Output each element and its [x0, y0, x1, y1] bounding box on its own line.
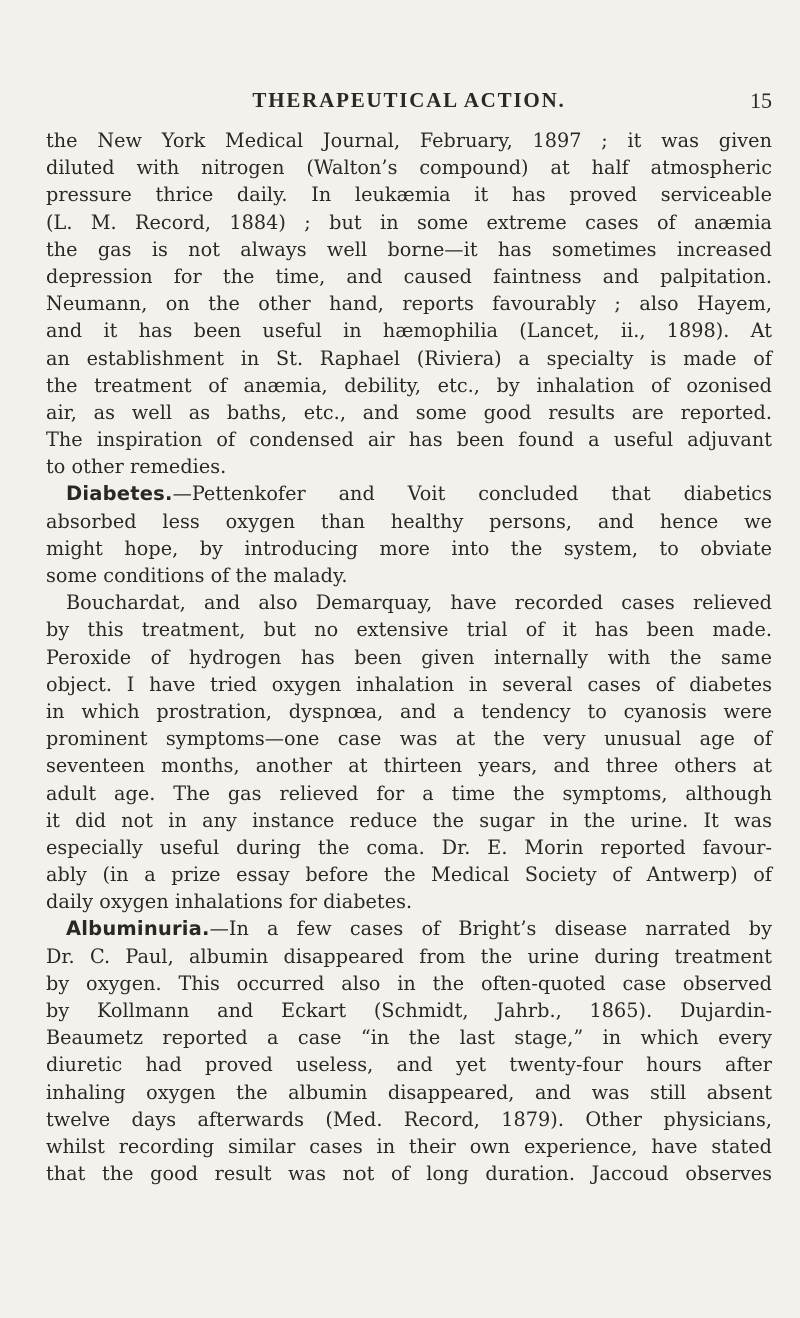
- paragraph-albuminuria: [46, 943, 772, 1188]
- text-line: by Kollmann and Eckart (Schmidt, Jahrb., 1865). Dujardin-: [46, 999, 772, 1022]
- albuminuria-heading-line: [46, 915, 772, 942]
- text-line: by oxygen. This occurred also in the often-quoted case observed: [46, 971, 772, 995]
- text-line: Peroxide of hydrogen has been given internally with the same: [46, 645, 772, 669]
- text-line: might hope, by introducing more into the system, to obviate: [46, 536, 772, 560]
- text-line: Beaumetz reported a case “in the last stage,” in which every: [46, 1026, 772, 1050]
- text-line: and it has been useful in hæmophilia (Lancet, ii., 1898). At: [46, 319, 772, 343]
- text-line: twelve days afterwards (Med. Record, 1879). Other physicians,: [46, 1107, 772, 1131]
- running-title: THERAPEUTICAL ACTION.: [252, 88, 566, 112]
- text-line: Bouchardat, and also Demarquay, have recorded cases relieved: [66, 591, 772, 615]
- text-line: daily oxygen inhalations for diabetes.: [46, 890, 413, 914]
- text-line: absorbed less oxygen than healthy persons, and hence we: [46, 509, 772, 533]
- section-heading-diabetes: Diabetes.: [66, 482, 173, 506]
- text-line: Dr. C. Paul, albumin disappeared from the urine during treatment: [46, 944, 772, 968]
- text-line: object. I have tried oxygen inhalation in several cases of diabetes: [46, 672, 772, 696]
- text-line: it did not in any instance reduce the sugar in the urine. It was: [46, 808, 772, 832]
- text-line: depression for the time, and caused faintness and palpitation.: [46, 264, 772, 288]
- text-line: diuretic had proved useless, and yet twenty-four hours after: [46, 1053, 772, 1077]
- text-line: the treatment of anæmia, debility, etc., by inhalation of ozonised: [46, 373, 772, 397]
- text-line: prominent symptoms—one case was at the very unusual age of: [46, 727, 772, 751]
- text-line: seventeen months, another at thirteen years, and three others at: [46, 754, 772, 778]
- diabetes-first-line: —Pettenkofer and Voit concluded that diabetics: [172, 482, 772, 506]
- text-line: the gas is not always well borne—it has sometimes increased: [46, 237, 772, 261]
- text-line: the New York Medical Journal, February, 1897 ; it was given: [46, 129, 772, 152]
- text-line: to other remedies.: [46, 455, 227, 479]
- text-line: inhaling oxygen the albumin disappeared, and was still absent: [46, 1080, 772, 1104]
- text-line: some conditions of the malady.: [46, 564, 348, 587]
- paragraph-diabetes: [46, 508, 772, 916]
- text-line: (L. M. Record, 1884) ; but in some extreme cases of anæmia: [46, 210, 772, 234]
- albuminuria-first-line: —In a few cases of Bright’s disease narrated by: [209, 917, 772, 941]
- text-line: diluted with nitrogen (Walton’s compound) at half atmospheric: [46, 156, 772, 180]
- text-line: adult age. The gas relieved for a time the symptoms, although: [46, 781, 772, 805]
- text-line: in which prostration, dyspnœa, and a tendency to cyanosis were: [46, 699, 772, 723]
- body-text: [46, 127, 772, 1187]
- diabetes-heading-line: [46, 480, 772, 507]
- text-line: by this treatment, but no extensive trial of it has been made.: [46, 618, 772, 642]
- paragraph-anaemia: [46, 127, 772, 480]
- text-line: that the good result was not of long duration. Jaccoud observes: [46, 1162, 772, 1186]
- running-head: [46, 88, 772, 118]
- section-heading-albuminuria: Albuminuria.: [66, 917, 210, 941]
- text-line: pressure thrice daily. In leukæmia it has proved serviceable: [46, 183, 772, 207]
- text-line: an establishment in St. Raphael (Riviera) a specialty is made of: [46, 346, 772, 370]
- text-line: The inspiration of condensed air has been found a useful adjuvant: [46, 428, 772, 452]
- text-line: ably (in a prize essay before the Medical Society of Antwerp) of: [46, 863, 772, 887]
- page-number: 15: [750, 88, 772, 113]
- text-line: Neumann, on the other hand, reports favourably ; also Hayem,: [46, 292, 772, 316]
- text-line: air, as well as baths, etc., and some good results are reported.: [46, 400, 772, 424]
- text-line: especially useful during the coma. Dr. E. Morin reported favour-: [46, 835, 772, 859]
- text-line: whilst recording similar cases in their own experience, have stated: [46, 1134, 772, 1158]
